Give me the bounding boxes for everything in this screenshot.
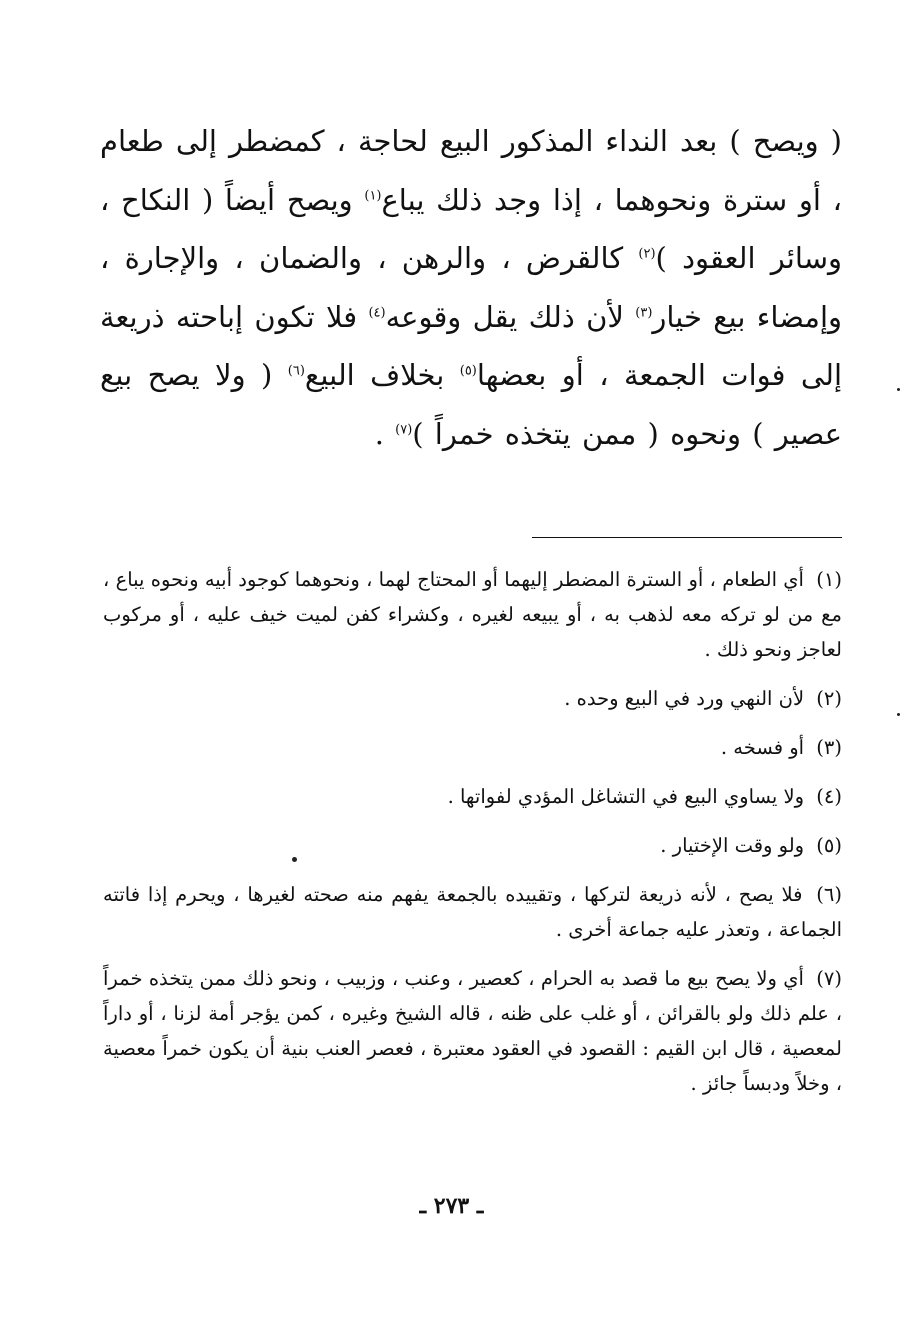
footnote-1 <box>103 562 842 667</box>
footnote-reference: (٥) <box>459 363 477 379</box>
main-text-segment: ( ويصح ) بعد النداء المذكور البيع لحاجة ، كمضطر إلى طعام ، أو سترة ونحوهما ، إذا وجد ذلك يباع <box>100 124 842 217</box>
main-text-segment: كالقرض ، والرهن ، والضمان ، والإجارة ، وإمضاء بيع خيار <box>100 241 843 334</box>
footnote-number: (٣) <box>816 736 842 759</box>
footnote-text: فلا يصح ، لأنه ذريعة لتركها ، وتقييده بالجمعة يفهم منه صحته لغيرها ، ويحرم إذا فاتته الجماعة ، وتعذر عليه جماعة أخرى . <box>103 883 842 941</box>
footnote-reference: (٧) <box>395 421 413 437</box>
main-text-segment: لأن ذلك يقل وقوعه <box>385 299 636 334</box>
main-paragraph <box>100 112 842 463</box>
footnote-4 <box>103 779 842 814</box>
footnote-number: (٧) <box>816 967 842 990</box>
footnote-number: (٤) <box>816 785 842 808</box>
footnote-reference: (٤) <box>368 304 386 320</box>
footnote-separator <box>532 537 842 538</box>
footnote-reference: (٢) <box>638 246 656 262</box>
footnote-number: (٦) <box>816 883 842 906</box>
main-text-segment: ويصح أيضاً ( النكاح ، وسائر العقود ) <box>100 182 842 275</box>
main-text-segment: ( ولا يصح بيع عصير ) ونحوه ( ممن يتخذه خمراً ) <box>100 358 842 451</box>
footnote-text: أو فسخه . <box>720 736 805 759</box>
footnote-reference: (٣) <box>635 304 653 320</box>
scan-speck <box>292 857 297 862</box>
footnote-reference: (٦) <box>287 363 305 379</box>
footnote-7 <box>103 961 842 1101</box>
footnote-text: ولو وقت الإختيار . <box>660 834 805 857</box>
main-text-segment: بخلاف البيع <box>304 358 460 392</box>
scan-speck <box>897 713 900 716</box>
footnote-3 <box>103 730 842 765</box>
footnote-number: (٢) <box>816 687 842 710</box>
main-text-segment: فلا تكون إباحته ذريعة إلى فوات الجمعة ، أو بعضها <box>100 299 842 392</box>
footnote-text: أي الطعام ، أو السترة المضطر إليهما أو المحتاج لهما ، ونحوهما كوجود أبيه ونحوه يباع ، مع من لو تركه معه لذهب به ، أو يبيعه لغيره ، وكشراء كفن لميت خيف عليه ، أو مركوب لعاجز ونحو ذلك . <box>103 568 842 661</box>
footnote-number: (١) <box>816 568 842 591</box>
page-number: ـ ٢٧٣ ـ <box>419 1193 484 1219</box>
footnote-6 <box>103 877 842 947</box>
footnote-5 <box>103 828 842 863</box>
footnote-reference: (١) <box>364 187 382 203</box>
footnote-number: (٥) <box>816 834 842 857</box>
footnote-2 <box>103 681 842 716</box>
footnotes-section <box>103 562 842 1115</box>
scan-speck <box>897 388 900 391</box>
footnote-text: أي ولا يصح بيع ما قصد به الحرام ، كعصير ، وعنب ، وزبيب ، ونحو ذلك ممن يتخذه خمراً ، علم ذلك ولو بالقرائن ، أو غلب على ظنه ، قاله الشيخ وغيره ، كمن يؤجر أمة لزنا ، أو داراً لمعصية ، قال ابن القيم : القصود في العقود معتبرة ، فعصر العنب بنية أن يكون خمراً معصية ، وخلاً ودبساً جائز . <box>103 967 842 1095</box>
footnote-text: ولا يساوي البيع في التشاغل المؤدي لفواتها . <box>447 785 805 808</box>
footnote-text: لأن النهي ورد في البيع وحده . <box>564 687 805 710</box>
main-text-segment: . <box>374 416 396 451</box>
